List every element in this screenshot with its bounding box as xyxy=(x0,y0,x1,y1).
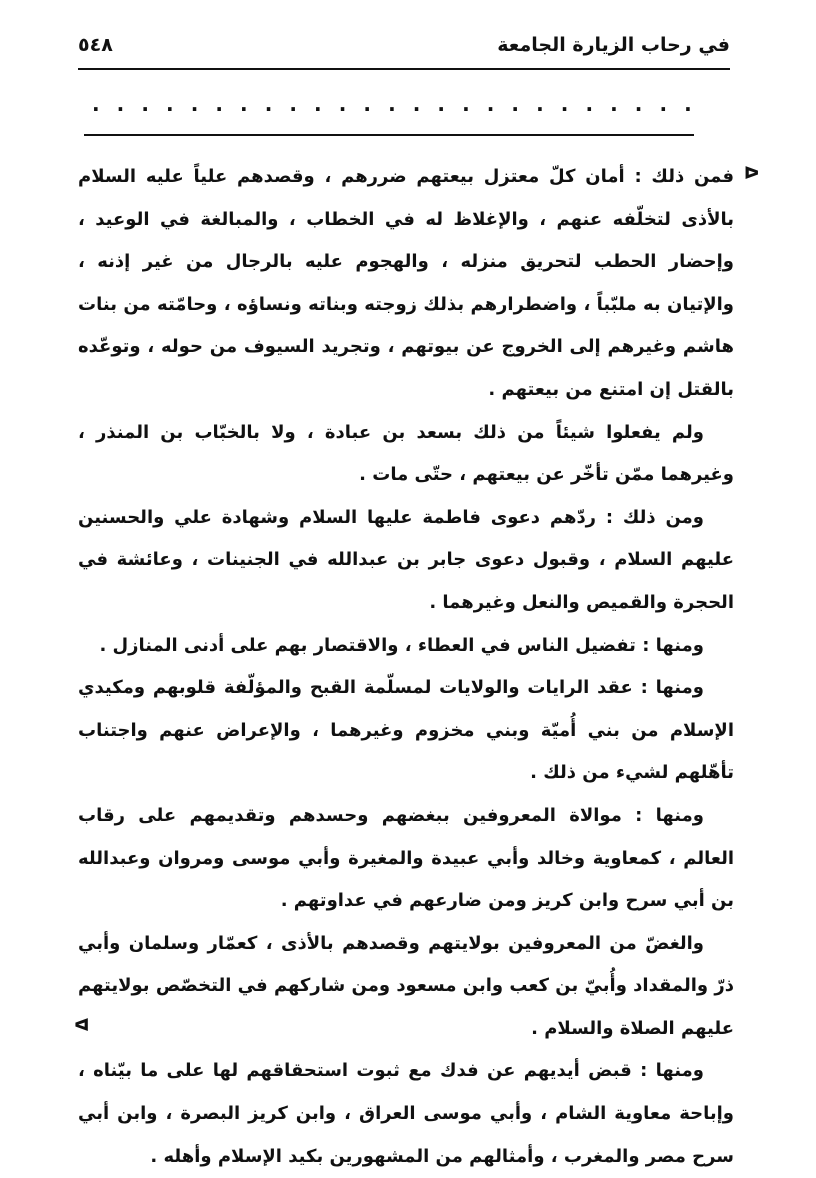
running-header xyxy=(78,30,730,64)
separator-dot: . xyxy=(486,92,495,116)
header-rule xyxy=(78,68,730,70)
separator-dot: . xyxy=(634,92,643,116)
paragraph-8: ومنها : قبض أيديهم عن فدك مع ثبوت استحقاقهم لها على ما بيّناه ، وإباحة معاوية الشام ، وأبي موسى العراق ، وابن كريز البصرة ، وابن أبي سرح مصر والمغرب ، وأمثالهم من المشهورين بكيد الإسلام وأهله . xyxy=(78,1060,734,1167)
paragraph-7: والغضّ من المعروفين بولايتهم وقصدهم بالأذى ، كعمّار وسلمان وأبي ذرّ والمقداد وأُبيّ بن كعب وابن مسعود ومن شاركهم في التخصّص بولايتهم عليهم الصلاة والسلام . xyxy=(78,932,734,1039)
separator-dot: . xyxy=(289,92,297,116)
body-text xyxy=(78,156,734,1178)
separator-dot: . xyxy=(684,92,692,116)
paragraph-2: ولم يفعلوا شيئاً من ذلك بسعد بن عبادة ، ولا بالخبّاب بن المنذر ، وغيرهما ممّن تأخّر عن بيعتهم ، حتّى مات . xyxy=(78,421,734,486)
separator-dot: . xyxy=(536,92,544,116)
separator-dot: . xyxy=(585,92,594,116)
separator-dot: . xyxy=(363,92,371,116)
section-rule xyxy=(84,134,694,136)
paragraph-3: ومن ذلك : ردّهم دعوى فاطمة عليها السلام وشهادة علي والحسنين عليهم السلام ، وقبول دعوى جابر بن عبدالله في الجنينات ، وعائشة في الحجرة والقميص والنعل وغيرهما . xyxy=(78,506,734,613)
separator-dot: . xyxy=(190,92,199,116)
separator-dot: . xyxy=(166,92,174,116)
separator-dot: . xyxy=(610,92,618,116)
separator-dot: . xyxy=(437,92,446,116)
dotted-separator xyxy=(92,92,692,116)
paragraph-5: ومنها : عقد الرايات والولايات لمسلّمة القبح والمؤلّفة قلوبهم ومكيدي الإسلام من بني أُميّة وبني مخزوم وغيرهما ، والإعراض عنهم واجتناب تأهّلهم لشيء من ذلك . xyxy=(78,677,734,784)
separator-dot: . xyxy=(560,92,569,116)
paragraph-4: ومنها : تفضيل الناس في العطاء ، والاقتصار بهم على أدنى المنازل . xyxy=(99,634,704,656)
page-number: ٥٤٨ xyxy=(78,34,113,56)
separator-dot: . xyxy=(215,92,223,116)
quote-close-mark: ᐊ xyxy=(74,1016,90,1036)
separator-dot: . xyxy=(116,92,125,116)
separator-dot: . xyxy=(314,92,322,116)
separator-dot: . xyxy=(412,92,421,116)
separator-dot: . xyxy=(388,92,396,116)
paragraph-6: ومنها : موالاة المعروفين ببغضهم وحسدهم وتقديمهم على رقاب العالم ، كمعاوية وخالد وأبي عبيدة والمغيرة وأبي موسى ومروان وعبدالله بن أبي سرح وابن كريز ومن ضارعهم في عداوتهم . xyxy=(78,804,734,912)
separator-dot: . xyxy=(264,92,273,116)
separator-dot: . xyxy=(511,92,520,116)
separator-dot: . xyxy=(338,92,347,116)
separator-dot: . xyxy=(92,92,100,116)
paragraph-1: فمن ذلك : أمان كلّ معتزل بيعتهم ضررهم ، وقصدهم علياً عليه السلام بالأذى لتخلّفه عنهم ، والإغلاظ له في الخطاب ، والمبالغة في الوعيد ، وإحضار الحطب لتحريق منزله ، والهجوم عليه بالرجال من غير إذنه ، والإتيان به ملبّباً ، واضطرارهم بذلك زوجته وبناته ونساؤه ، وحامّته من بنات هاشم وغيرهم إلى الخروج عن بيوتهم ، وتجريد السيوف من حوله ، وتوعّده بالقتل إن امتنع من بيعتهم . xyxy=(78,166,734,400)
separator-dot: . xyxy=(141,92,149,116)
quote-open-mark: ᐅ xyxy=(744,164,760,184)
separator-dot: . xyxy=(659,92,668,116)
header-title: في رحاب الزيارة الجامعة xyxy=(497,34,730,56)
separator-dot: . xyxy=(462,92,470,116)
separator-dot: . xyxy=(240,92,248,116)
